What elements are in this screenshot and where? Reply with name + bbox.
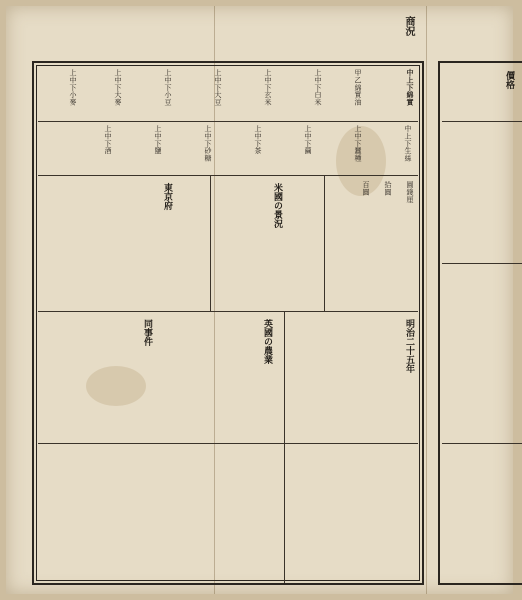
fold-line — [426, 6, 427, 594]
main-page — [32, 61, 424, 585]
article-heading: 英國の農業 — [262, 319, 272, 364]
price-row: 上中下繭 — [304, 125, 312, 155]
price-row: 中上下綿實 — [406, 69, 415, 106]
article-heading: 東京府 — [162, 183, 172, 210]
price-row: 上中下酒 — [104, 125, 112, 155]
column-divider — [324, 175, 325, 311]
price-row: 上中下小豆 — [164, 69, 172, 106]
side-price: 百圓 — [362, 181, 370, 196]
article-heading: 同事件 — [142, 319, 152, 346]
price-row: 上中下大豆 — [214, 69, 222, 106]
price-row: 上中下白米 — [314, 69, 322, 106]
price-row: 上中下玄米 — [264, 69, 272, 106]
page-heading: 商況 — [403, 16, 414, 36]
price-row: 上中下砂糖 — [204, 125, 212, 162]
section-divider — [38, 443, 418, 444]
newspaper-sheet — [6, 6, 513, 594]
price-row: 甲乙綿實油 — [354, 69, 362, 106]
price-row: 中上下生絲 — [404, 125, 412, 162]
section-divider — [38, 311, 418, 312]
section-divider — [442, 443, 522, 444]
section-divider — [442, 263, 522, 264]
section-divider — [38, 121, 418, 122]
side-price: 圓錢厘 — [406, 181, 414, 203]
price-row: 上中下茶 — [254, 125, 262, 155]
section-divider — [442, 121, 522, 122]
price-row: 上中下蠶種 — [354, 125, 362, 162]
section-divider — [38, 175, 418, 176]
side-price: 拾圓 — [384, 181, 392, 196]
column-divider — [284, 311, 285, 583]
column-divider — [210, 175, 211, 311]
price-row: 上中下大麥 — [114, 69, 122, 106]
article-heading: 明治二十五年 — [404, 319, 414, 373]
page2-heading: 價格 — [504, 71, 514, 89]
price-row: 上中下鹽 — [154, 125, 162, 155]
adjacent-page — [438, 61, 522, 585]
article-heading: 米國の景況 — [272, 183, 282, 228]
price-row: 上中下小麥 — [69, 69, 77, 106]
